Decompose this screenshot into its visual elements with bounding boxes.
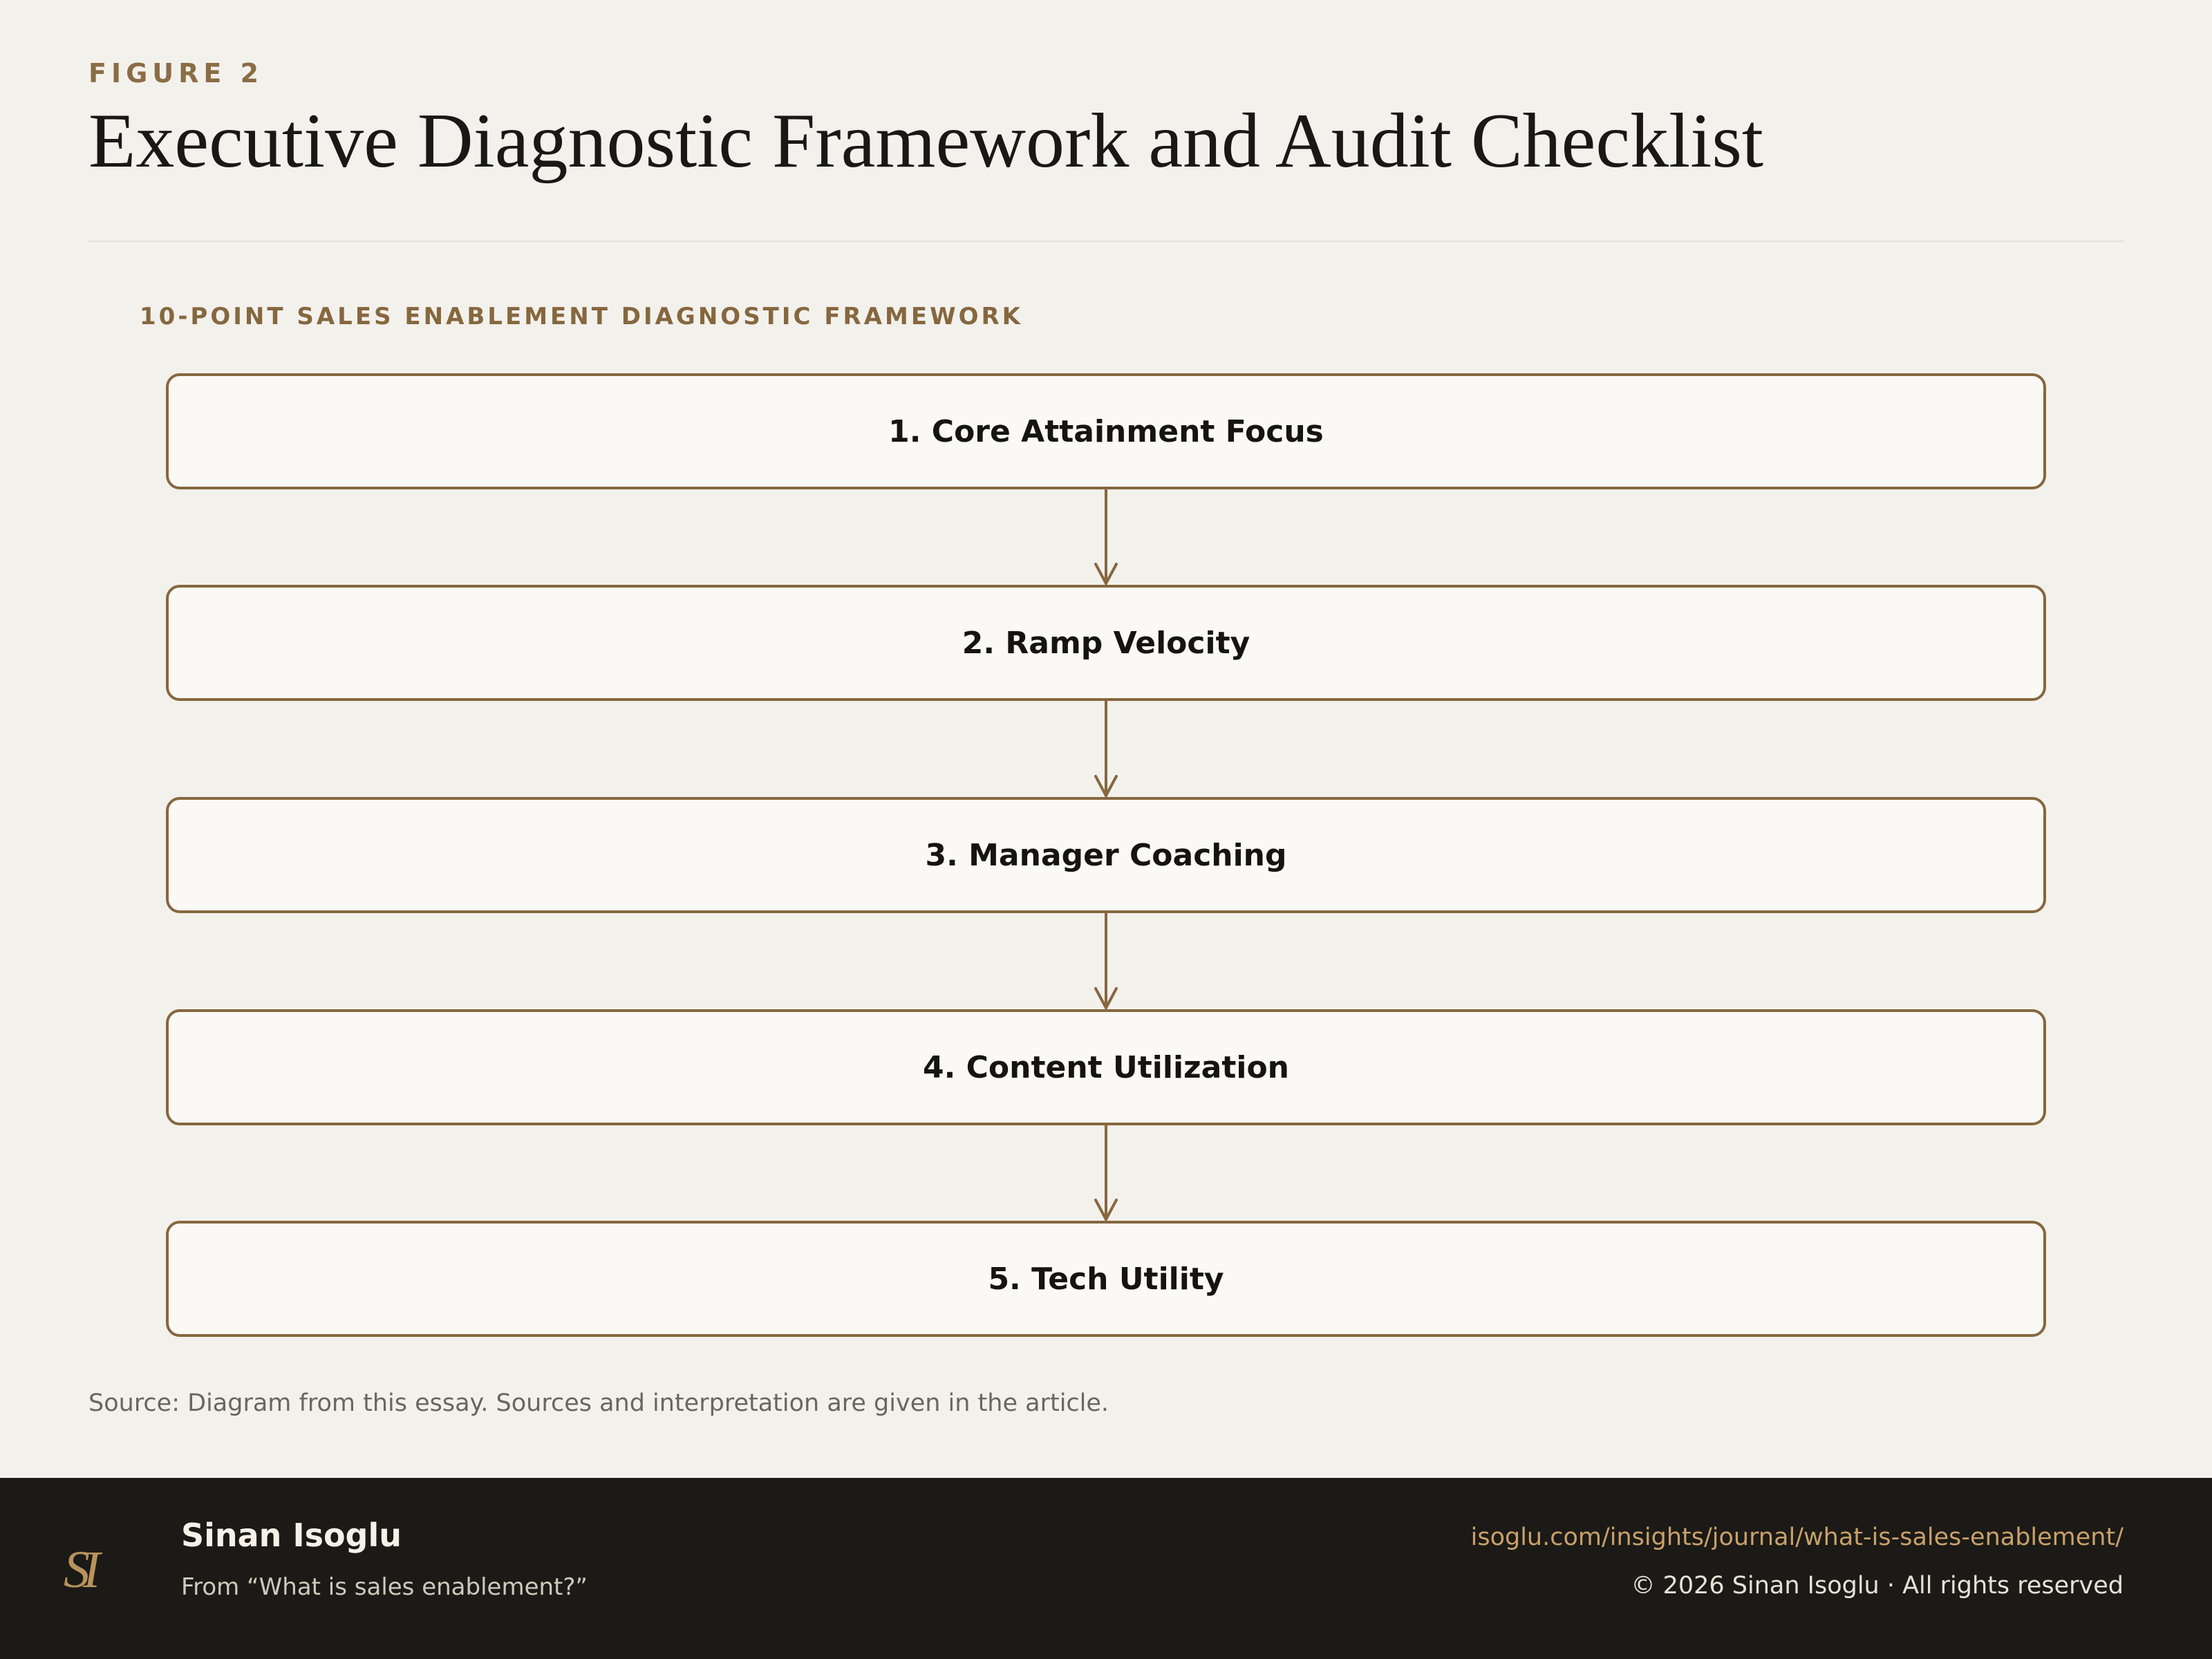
copyright-notice: © 2026 Sinan Isoglu · All rights reserved — [1631, 1572, 2124, 1600]
flow-step-2: 2. Ramp Velocity — [166, 585, 2046, 701]
flow-arrow-3-4 — [1096, 913, 1116, 1008]
article-url-link[interactable]: isoglu.com/insights/journal/what-is-sales-enablement/ — [1470, 1524, 2124, 1551]
author-name: Sinan Isoglu — [181, 1517, 402, 1554]
author-monogram-logo: SI — [64, 1541, 94, 1599]
flow-step-3: 3. Manager Coaching — [166, 797, 2046, 913]
page-title: Executive Diagnostic Framework and Audit Checklist — [88, 98, 1764, 184]
flow-step-4: 4. Content Utilization — [166, 1009, 2046, 1125]
article-reference: From “What is sales enablement?” — [181, 1573, 588, 1601]
footer — [0, 1478, 2212, 1659]
title-divider — [88, 241, 2124, 242]
flow-arrow-2-3 — [1096, 701, 1116, 796]
flow-arrow-1-2 — [1096, 489, 1116, 583]
flow-step-5: 5. Tech Utility — [166, 1221, 2046, 1337]
diagram-section-label: 10-POINT SALES ENABLEMENT DIAGNOSTIC FRAMEWORK — [140, 303, 1024, 330]
figure-eyebrow: FIGURE 2 — [88, 58, 264, 88]
flow-step-1: 1. Core Attainment Focus — [166, 373, 2046, 489]
source-note: Source: Diagram from this essay. Sources and interpretation are given in the article. — [88, 1389, 1109, 1417]
flow-arrow-4-5 — [1096, 1125, 1116, 1219]
